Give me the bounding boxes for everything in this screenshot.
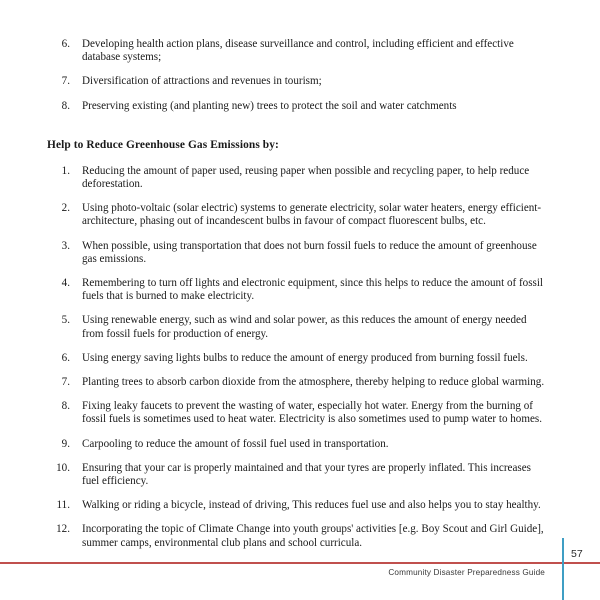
list-item	[47, 277, 547, 303]
list-item	[47, 352, 547, 365]
section-heading: Help to Reduce Greenhouse Gas Emissions by:	[47, 138, 279, 151]
list-item-number: 6.	[61, 38, 70, 50]
list-item-text: Planting trees to absorb carbon dioxide from the atmosphere, thereby helping to reduce global warming.	[82, 376, 545, 389]
list-item-number: 4.	[61, 277, 70, 290]
list-item-number: 12.	[56, 523, 70, 536]
list-item	[47, 523, 547, 549]
list-item-number: 9.	[61, 437, 70, 450]
list-item-number: 10.	[56, 461, 70, 474]
list-item	[47, 400, 547, 426]
list-item-number: 8.	[61, 99, 70, 112]
list-item-text: Preserving existing (and planting new) trees to protect the soil and water catchments	[82, 99, 457, 112]
greenhouse-reduction-list	[47, 165, 547, 550]
list-item	[47, 75, 547, 88]
list-item	[47, 100, 547, 113]
list-item-number: 6.	[61, 351, 70, 364]
continued-numbered-list	[47, 38, 547, 113]
list-item-number: 3.	[61, 239, 70, 252]
list-item	[47, 165, 547, 191]
list-item-text: Carpooling to reduce the amount of fossil fuel used in transportation.	[82, 437, 389, 450]
list-item	[47, 240, 547, 266]
list-item-number: 1.	[61, 164, 70, 177]
list-item	[47, 438, 547, 451]
list-item	[47, 376, 547, 389]
list-item	[47, 38, 547, 64]
list-item-number: 8.	[61, 400, 70, 413]
list-item	[47, 202, 547, 228]
list-item-text: Diversification of attractions and revenues in tourism;	[82, 75, 322, 88]
list-item-text: Using renewable energy, such as wind and solar power, as this reduces the amount of energy needed from fossil fuels for production of energy.	[82, 314, 527, 340]
list-item-text: Developing health action plans, disease surveillance and control, including efficient and effective database systems;	[82, 38, 514, 64]
list-item-text: Fixing leaky faucets to prevent the wasting of water, especially hot water. Energy from the burning of fossil fuels is sometimes used to heat water. Electricity is also sometimes used to pump water to homes.	[82, 400, 543, 426]
list-item-text: When possible, using transportation that does not burn fossil fuels to reduce the amount of greenhouse gas emissions.	[82, 239, 537, 265]
list-item-number: 7.	[61, 75, 70, 88]
footer-horizontal-rule	[0, 562, 600, 564]
list-item	[47, 499, 547, 512]
footer-document-title: Community Disaster Preparedness Guide	[388, 568, 545, 577]
footer-vertical-rule	[562, 538, 564, 600]
list-item-text: Using photo-voltaic (solar electric) systems to generate electricity, solar water heaters, energy efficient-architecture, phasing out of incandescent bulbs in favour of compact fluorescent bulbs, etc.	[82, 202, 542, 228]
list-item	[47, 314, 547, 340]
list-item-number: 5.	[61, 314, 70, 327]
list-item-number: 2.	[61, 202, 70, 215]
page-content	[47, 38, 547, 550]
list-item-text: Incorporating the topic of Climate Change into youth groups' activities [e.g. Boy Scout and Girl Guide], summer camps, environmental club plans and school curricula.	[82, 523, 544, 549]
list-item-text: Reducing the amount of paper used, reusing paper when possible and recycling paper, to help reduce deforestation.	[82, 164, 530, 191]
list-item-number: 7.	[61, 376, 70, 389]
list-item-text: Ensuring that your car is properly maintained and that your tyres are properly inflated. This increases fuel efficiency.	[82, 461, 531, 488]
list-item-text: Walking or riding a bicycle, instead of driving, This reduces fuel use and also helps you to stay healthy.	[82, 499, 541, 512]
list-item-number: 11.	[56, 499, 70, 512]
list-item-text: Using energy saving lights bulbs to reduce the amount of energy produced from burning fossil fuels.	[82, 351, 528, 364]
page-number: 57	[571, 548, 583, 560]
list-item	[47, 462, 547, 488]
list-item-text: Remembering to turn off lights and electronic equipment, since this helps to reduce the amount of fossil fuels that is burned to make electricity.	[82, 277, 544, 303]
